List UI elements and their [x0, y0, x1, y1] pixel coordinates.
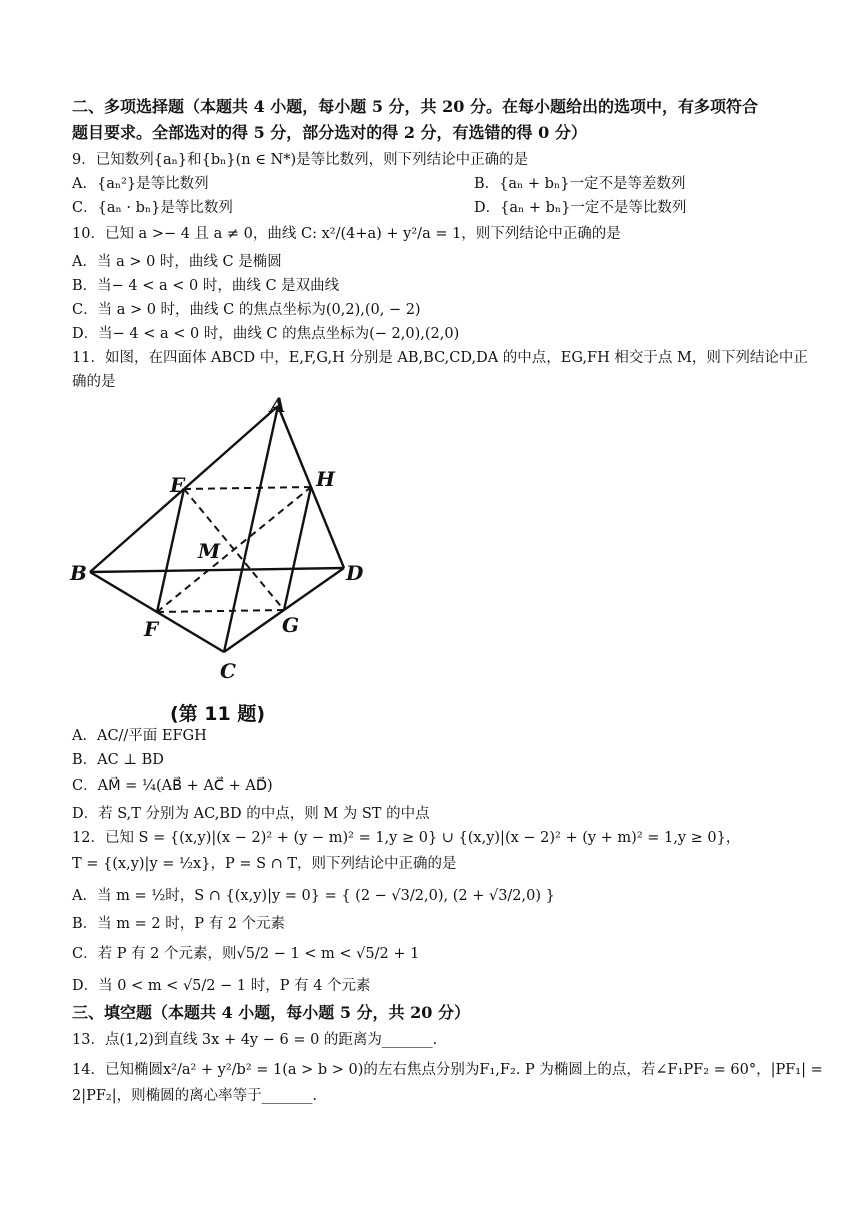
- q9-option-b: B．{aₙ + bₙ}一定不是等差数列: [474, 176, 686, 192]
- edge-bd: [90, 568, 344, 572]
- q11-stem-line1: 11．如图，在四面体 ABCD 中，E,F,G,H 分别是 AB,BC,CD,DA 的中点，EG,FH 相交于点 M，则下列结论中正: [72, 350, 808, 366]
- label-f: F: [144, 617, 159, 641]
- figure-caption: (第 11 题): [170, 703, 266, 725]
- q9-option-a: A．{aₙ²}是等比数列: [72, 176, 209, 192]
- q14-stem-line2: 2|PF₂|，则椭圆的离心率等于_______.: [72, 1088, 317, 1104]
- section2-heading-line2: 题目要求。全部选对的得 5 分，部分选对的得 2 分，有选错的得 0 分）: [72, 123, 587, 142]
- q9-stem: 9．已知数列{aₙ}和{bₙ}(n ∈ N*)是等比数列，则下列结论中正确的是: [72, 152, 529, 168]
- label-h: H: [316, 467, 335, 491]
- q11-option-a: A．AC//平面 EFGH: [72, 728, 207, 744]
- section2-heading-line1: 二、多项选择题（本题共 4 小题，每小题 5 分，共 20 分。在每小题给出的选项中，有多项符合: [72, 97, 758, 116]
- q11-stem-line2: 确的是: [72, 374, 116, 390]
- q9-option-c: C．{aₙ · bₙ}是等比数列: [72, 200, 233, 216]
- q9-option-row1: [72, 174, 802, 194]
- q10-option-a: A．当 a > 0 时，曲线 C 是椭圆: [72, 254, 282, 270]
- label-m: M: [198, 539, 221, 563]
- label-c: C: [220, 659, 236, 683]
- label-g: G: [282, 613, 300, 637]
- q11-option-b: B．AC ⊥ BD: [72, 752, 164, 768]
- q9-option-d: D．{aₙ + bₙ}一定不是等比数列: [474, 200, 687, 216]
- section3-heading: 三、填空题（本题共 4 小题，每小题 5 分，共 20 分）: [72, 1003, 470, 1022]
- q10-option-d: D．当− 4 < a < 0 时，曲线 C 的焦点坐标为(− 2,0),(2,0): [72, 326, 460, 342]
- q12-option-d: D．当 0 < m < √5/2 − 1 时，P 有 4 个元素: [72, 978, 371, 994]
- label-d: D: [346, 561, 364, 585]
- q12-option-b: B．当 m = 2 时，P 有 2 个元素: [72, 916, 286, 932]
- q12-option-c: C．若 P 有 2 个元素，则√5/2 − 1 < m < √5/2 + 1: [72, 946, 420, 962]
- q10-stem: 10．已知 a >− 4 且 a ≠ 0，曲线 C: x²/(4+a) + y²/a = 1，则下列结论中正确的是: [72, 226, 621, 242]
- q13-stem: 13．点(1,2)到直线 3x + 4y − 6 = 0 的距离为_______.: [72, 1032, 438, 1048]
- q12-stem-line2: T = {(x,y)|y = ½x}，P = S ∩ T，则下列结论中正确的是: [72, 856, 457, 872]
- q10-option-c: C．当 a > 0 时，曲线 C 的焦点坐标为(0,2),(0, − 2): [72, 302, 421, 318]
- label-e: E: [170, 473, 186, 497]
- q11-option-c: C．AM⃗ = ¼(AB⃗ + AC⃗ + AD⃗): [72, 778, 273, 794]
- segment-eh: [184, 487, 311, 489]
- q12-stem-line1: 12．已知 S = {(x,y)|(x − 2)² + (y − m)² = 1,y ≥ 0} ∪ {(x,y)|(x − 2)² + (y + m)² = 1,y ≥ 0}，: [72, 830, 741, 846]
- label-a: A: [270, 396, 286, 417]
- q12-option-a: A．当 m = ½时，S ∩ {(x,y)|y = 0} = { (2 − √3/2,0), (2 + √3/2,0) }: [72, 888, 555, 904]
- q10-option-b: B．当− 4 < a < 0 时，曲线 C 是双曲线: [72, 278, 340, 294]
- edge-ac: [224, 406, 278, 652]
- q14-stem-line1: 14．已知椭圆x²/a² + y²/b² = 1(a > b > 0)的左右焦点分别为F₁,F₂. P 为椭圆上的点，若∠F₁PF₂ = 60°，|PF₁| =: [72, 1062, 823, 1078]
- segment-fg: [157, 610, 284, 612]
- label-b: B: [70, 561, 87, 585]
- q9-option-row2: [72, 198, 802, 218]
- q11-option-d: D．若 S,T 分别为 AC,BD 的中点，则 M 为 ST 的中点: [72, 806, 430, 822]
- tetrahedron-figure: [66, 396, 366, 726]
- tetrahedron-diagram: [66, 396, 366, 726]
